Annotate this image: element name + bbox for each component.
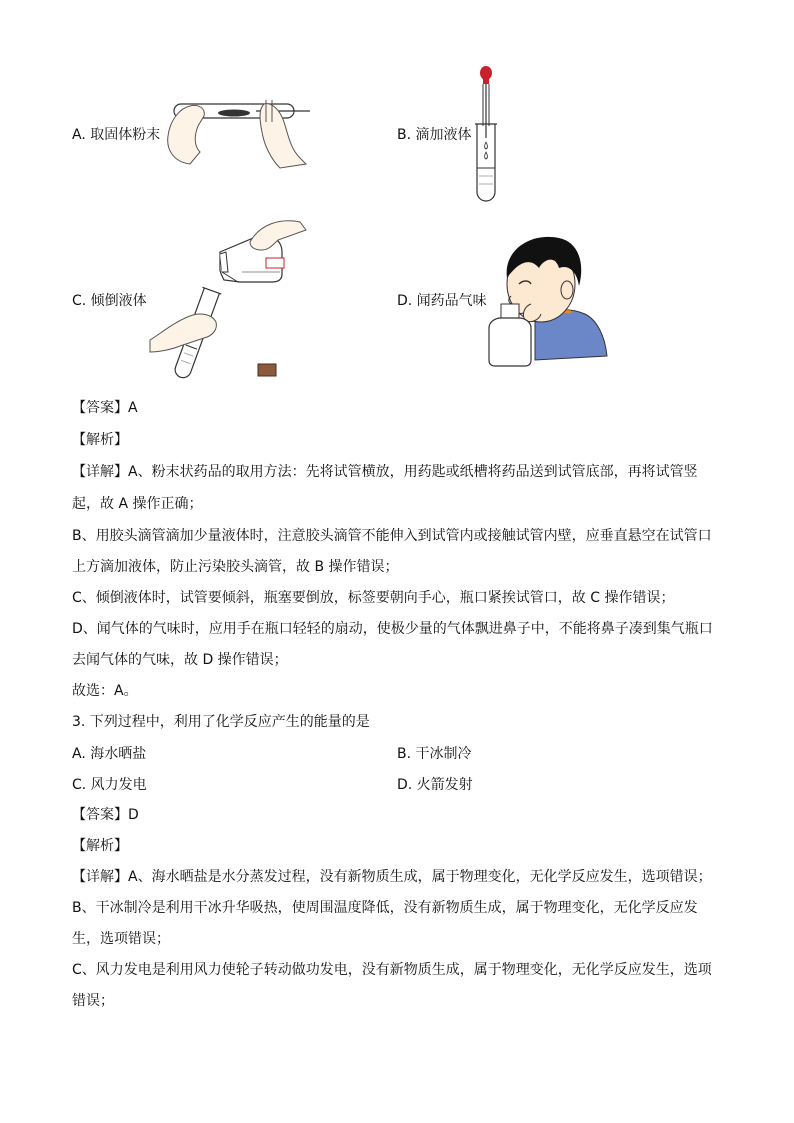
option-b-label: B. 滴加液体 [397, 127, 472, 143]
q2-detail-line: D、闻气体的气味时，应用手在瓶口轻轻的扇动，使极少量的气体飘进鼻子中，不能将鼻子凑到集气瓶口 [72, 621, 713, 637]
q2-detail-line: 起，故 A 操作正确； [72, 496, 203, 512]
q3-option-c: C. 风力发电 [72, 777, 147, 793]
q3-detail-line: C、风力发电是利用风力使轮子转动做功发电，没有新物质生成，属于物理变化，无化学反应发生，选项 [72, 962, 712, 978]
q2-detail-line: 故选：A。 [72, 683, 138, 699]
q3-detail-line: 【详解】A、海水晒盐是水分蒸发过程，没有新物质生成，属于物理变化，无化学反应发生，选项错误； [72, 869, 712, 885]
illustration-pour-liquid [150, 214, 320, 384]
q3-detail-line: B、干冰制冷是利用干冰升华吸热，使周围温度降低，没有新物质生成，属于物理变化，无化学反应发 [72, 900, 698, 916]
q3-option-d: D. 火箭发射 [397, 777, 473, 793]
q2-answer: 【答案】A [72, 400, 138, 416]
option-c-label: C. 倾倒液体 [72, 293, 147, 309]
illustration-dropper [470, 64, 500, 204]
illustration-take-powder [160, 92, 315, 172]
q3-option-b: B. 干冰制冷 [397, 746, 472, 762]
illustration-smell-gas [485, 232, 610, 367]
q3-answer: 【答案】D [72, 807, 139, 823]
q2-detail-line: 上方滴加液体，防止污染胶头滴管，故 B 操作错误； [72, 559, 399, 575]
q2-detail-line: B、用胶头滴管滴加少量液体时，注意胶头滴管不能伸入到试管内或接触试管内壁，应垂直悬空在试管口 [72, 528, 712, 544]
q3-detail-line: 错误； [72, 993, 114, 1009]
q3-stem: 3. 下列过程中，利用了化学反应产生的能量的是 [72, 714, 370, 730]
option-d-label: D. 闻药品气味 [397, 293, 487, 309]
q3-detail-line: 生，选项错误； [72, 931, 170, 947]
option-a-label: A. 取固体粉末 [72, 127, 161, 143]
q2-detail-line: C、倾倒液体时，试管要倾斜，瓶塞要倒放，标签要朝向手心，瓶口紧挨试管口，故 C 操作错误； [72, 590, 675, 606]
q2-detail-line: 去闻气体的气味，故 D 操作错误； [72, 652, 288, 668]
q3-analysis-heading: 【解析】 [72, 838, 128, 854]
q3-option-a: A. 海水晒盐 [72, 746, 147, 762]
q2-detail-line: 【详解】A、粉末状药品的取用方法：先将试管横放，用药匙或纸槽将药品送到试管底部，再将试管竖 [72, 464, 698, 480]
q2-analysis-heading: 【解析】 [72, 432, 128, 448]
